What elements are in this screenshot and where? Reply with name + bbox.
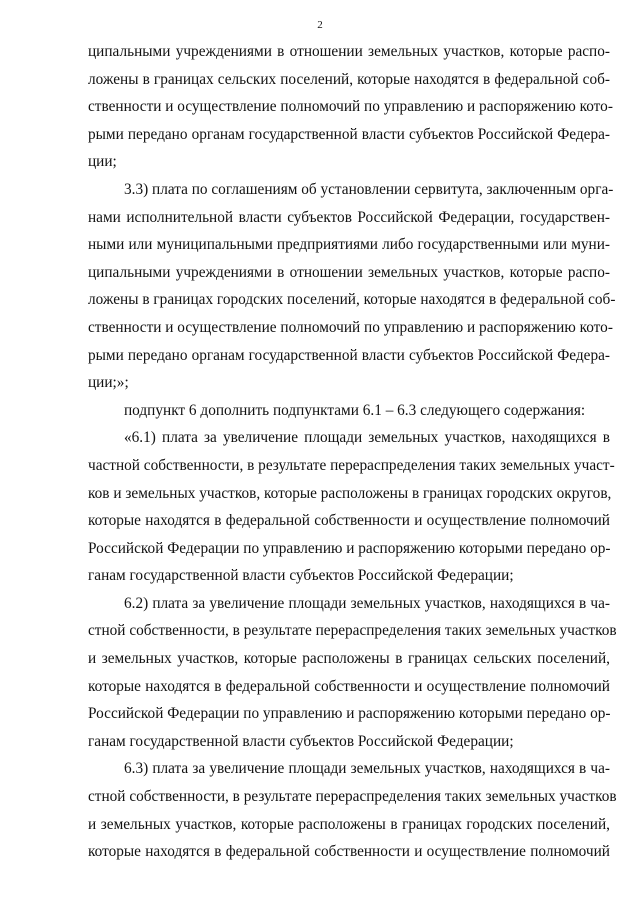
text-line: стной собственности, в результате перераспределения таких земельных участков [88,622,617,640]
text-line: ципальными учреждениями в отношении земельных участков, которые распо- [88,263,610,281]
paragraph-6-1 [88,424,615,590]
text-line: ции;»; [88,374,129,392]
text-line: ственности и осуществление полномочий по управлению и распоряжению кото- [88,98,613,116]
paragraph-continuation [88,38,613,176]
paragraph-3-3 [88,176,616,397]
text-line: и земельных участков, которые расположены в границах сельских поселений, [88,650,610,668]
text-line: ложены в границах сельских поселений, которые находятся в федеральной соб- [88,70,610,88]
text-line: нами исполнительной власти субъектов Российской Федерации, государствен- [88,208,610,226]
text-line: 6.2) плата за увеличение площади земельных участков, находящихся в ча- [124,594,610,612]
text-line: 6.3) плата за увеличение площади земельных участков, находящихся в ча- [124,760,610,778]
text-line: которые находятся в федеральной собственности и осуществление полномочий [88,512,610,530]
text-line: ков и земельных участков, которые расположены в границах городских округов, [88,484,612,502]
document-body [88,38,617,866]
text-line: 3.3) плата по соглашениям об установлении сервитута, заключенным орга- [124,180,614,198]
paragraph-6-3 [88,755,617,865]
text-line: ственности и осуществление полномочий по управлению и распоряжению кото- [88,318,613,336]
text-line: ганам государственной власти субъектов Российской Федерации; [88,732,514,750]
paragraph-6-2 [88,590,617,756]
text-line: Российской Федерации по управлению и распоряжению которыми передано ор- [88,539,611,557]
paragraph-subitem-6-addition [88,397,610,425]
text-line: подпункт 6 дополнить подпунктами 6.1 – 6.3 следующего содержания: [124,401,586,419]
text-line: ложены в границах городских поселений, которые находятся в федеральной соб- [88,291,616,309]
text-line: Российской Федерации по управлению и распоряжению которыми передано ор- [88,705,611,723]
text-line: которые находятся в федеральной собственности и осуществление полномочий [88,843,610,861]
text-line: ными или муниципальными предприятиями либо государственными или муни- [88,236,610,254]
text-line: ции; [88,153,117,171]
text-line: ципальными учреждениями в отношении земельных участков, которые распо- [88,43,610,60]
text-line: ганам государственной власти субъектов Российской Федерации; [88,567,514,585]
text-line: стной собственности, в результате перераспределения таких земельных участков [88,788,617,806]
text-line: частной собственности, в результате перераспределения таких земельных участ- [88,456,615,474]
text-line: «6.1) плата за увеличение площади земельных участков, находящихся в [124,429,610,447]
text-line: и земельных участков, которые расположены в границах городских поселений, [88,815,610,833]
text-line: которые находятся в федеральной собственности и осуществление полномочий [88,677,610,695]
text-line: рыми передано органам государственной власти субъектов Российской Федера- [88,346,610,364]
text-line: рыми передано органам государственной власти субъектов Российской Федера- [88,125,610,143]
page-number: 2 [317,19,323,31]
